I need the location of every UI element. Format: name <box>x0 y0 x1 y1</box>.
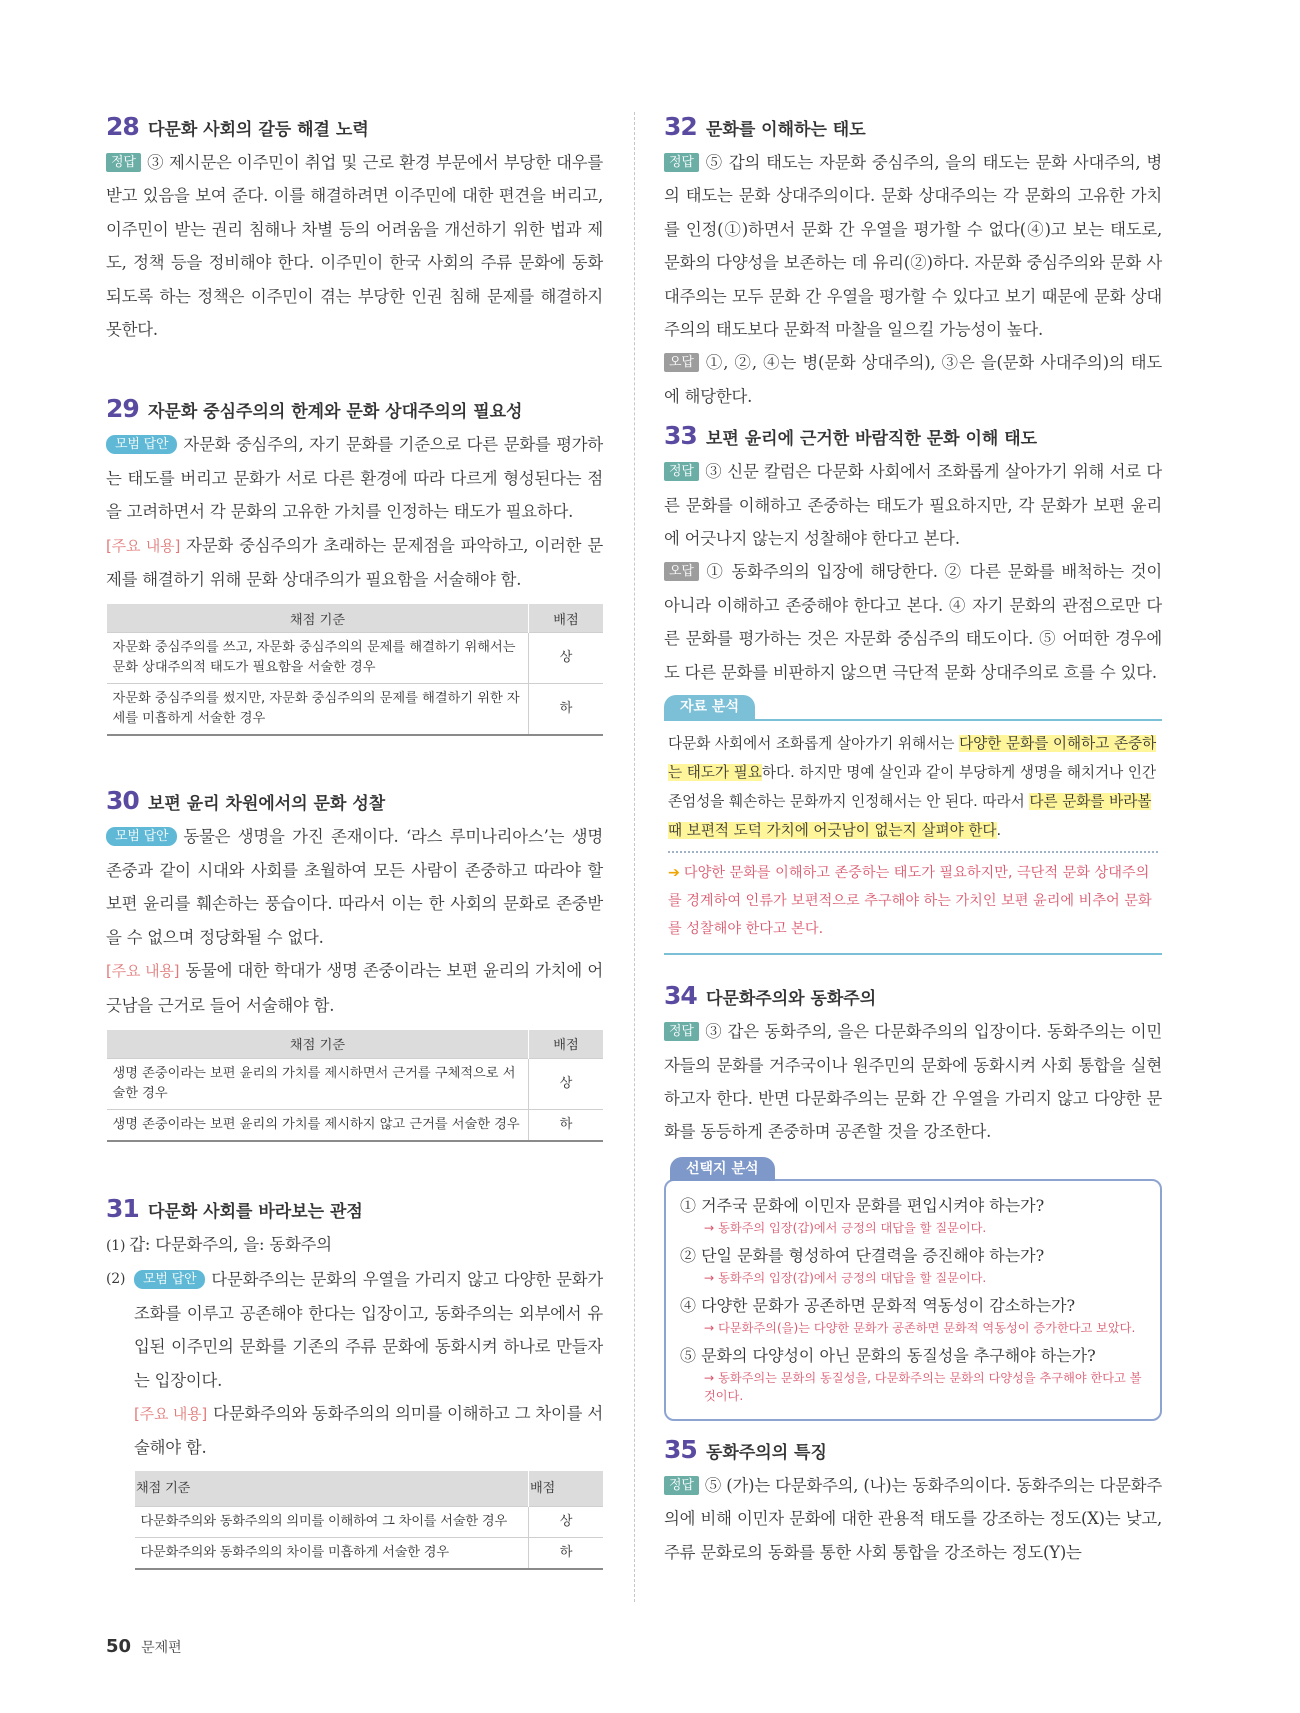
answer-tag: 정답 <box>664 1022 699 1041</box>
table-row <box>135 1538 604 1570</box>
question-number: 28 <box>106 112 139 141</box>
key-content-label: [주요 내용] <box>106 962 180 981</box>
question-title: 동화주의의 특징 <box>706 1442 827 1463</box>
highlight: 다른 문화를 바라볼 때 보편적 도덕 가치에 어긋남이 없는지 살펴야 한다 <box>668 793 1152 840</box>
question-29 <box>106 394 603 736</box>
criteria-cell: 생명 존중이라는 보편 윤리의 가치를 제시하면서 근거를 구체적으로 서술한 경우 <box>107 1058 529 1109</box>
question-number: 32 <box>664 112 697 141</box>
choice-note: → 동화주의 입장(갑)에서 긍정의 대답을 할 질문이다. <box>704 1220 987 1235</box>
data-analysis-box <box>664 695 1162 955</box>
choice-note: → 동화주의 입장(갑)에서 긍정의 대답을 할 질문이다. <box>704 1270 987 1285</box>
answer-tag: 정답 <box>664 1476 699 1495</box>
choice-note: → 동화주의는 문화의 동질성을, 다문화주의는 문화의 다양성을 추구해야 한다고 볼 것이다. <box>704 1370 1142 1403</box>
points-header: 배점 <box>529 1030 604 1059</box>
box-conclusion: ➔ 다양한 문화를 이해하고 존중하는 태도가 필요하지만, 극단적 문화 상대주의를 경계하여 인류가 보편적으로 추구해야 하는 가치인 보편 윤리에 비추어 문화를 성찰해야 한다고 본다. <box>668 865 1152 938</box>
key-content-text: 다문화주의와 동화주의의 의미를 이해하고 그 차이를 서술해야 함. <box>134 1403 603 1458</box>
section-label: 문제편 <box>141 1640 182 1656</box>
criteria-header: 채점 기준 <box>107 1030 529 1059</box>
criteria-cell: 생명 존중이라는 보편 윤리의 가치를 제시하지 않고 근거를 서술한 경우 <box>107 1109 529 1141</box>
right-column <box>664 112 1162 1569</box>
model-answer-tag: 모범 답안 <box>106 435 177 454</box>
answer-tag: 정답 <box>664 153 699 172</box>
box-text: 다문화 사회에서 조화롭게 살아가기 위해서는 다양한 문화를 이해하고 존중하는 태도가 필요하다. 하지만 명예 살인과 같이 부당하게 생명을 해치거나 인간 존엄성을 훼손하는 문화까지 인정해서는 안 된다. 따라서 다른 문화를 바라볼 때 보편적 도덕 가치에 어긋남이 없는지 살펴야 한다. <box>668 735 1157 840</box>
choice-item: ④ 다양한 문화가 공존하면 문화적 역동성이 감소하는가? <box>680 1295 1076 1315</box>
choice-analysis-box <box>664 1157 1162 1421</box>
scoring-table <box>134 1471 603 1570</box>
column-divider <box>634 112 635 1602</box>
wrong-answer-tag: 오답 <box>664 353 699 372</box>
answer-tag: 정답 <box>664 462 699 481</box>
key-content-text: 자문화 중심주의가 초래하는 문제점을 파악하고, 이러한 문제를 해결하기 위해 문화 상대주의가 필요함을 서술해야 함. <box>106 535 603 590</box>
key-content-label: [주요 내용] <box>134 1404 208 1423</box>
key-content-label: [주요 내용] <box>106 536 181 555</box>
choice-item: ② 단일 문화를 형성하여 단결력을 증진해야 하는가? <box>680 1245 1045 1265</box>
points-cell: 하 <box>529 684 604 736</box>
key-content-text: 동물에 대한 학대가 생명 존중이라는 보편 윤리의 가치에 어긋남을 근거로 들어 서술해야 함. <box>106 961 603 1015</box>
question-title: 보편 윤리에 근거한 바람직한 문화 이해 태도 <box>706 429 1038 450</box>
wrong-answer-text: ① 동화주의의 입장에 해당한다. ② 다른 문화를 배척하는 것이 아니라 이해하고 존중해야 한다고 본다. ④ 자기 문화의 관점으로만 다른 문화를 평가하는 것은 자문화 중심주의 태도이다. ⑤ 어떠한 경우에도 다른 문화를 비판하지 않으면 극단적 문화 상대주의로 흐를 수 있다. <box>664 562 1162 682</box>
question-title: 문화를 이해하는 태도 <box>706 120 866 140</box>
left-column <box>106 112 603 1570</box>
table-row <box>107 633 604 684</box>
wrong-answer-text: ①, ②, ④는 병(문화 상대주의), ③은 을(문화 사대주의)의 태도에 해당한다. <box>664 353 1162 406</box>
wrong-answer-tag: 오답 <box>664 562 699 581</box>
question-31 <box>106 1194 603 1570</box>
criteria-cell: 자문화 중심주의를 쓰고, 자문화 중심주의의 문제를 해결하기 위해서는 문화 상대주의적 태도가 필요함을 서술한 경우 <box>107 633 529 684</box>
table-row <box>107 1058 604 1109</box>
criteria-cell: 다문화주의와 동화주의의 차이를 미흡하게 서술한 경우 <box>135 1538 529 1570</box>
question-number: 35 <box>664 1434 697 1464</box>
sub-answer-1: 갑: 다문화주의, 을: 동화주의 <box>129 1234 332 1254</box>
model-answer-tag: 모범 답안 <box>134 1270 205 1289</box>
points-cell: 상 <box>529 1058 604 1109</box>
sub-answer-2 <box>106 1263 603 1570</box>
box-title: 선택지 분석 <box>670 1157 775 1181</box>
question-title: 보편 윤리 차원에서의 문화 성찰 <box>148 794 386 815</box>
model-answer-text: 동물은 생명을 가진 존재이다. ‘라스 루미나리아스’는 생명 존중과 같이 시대와 사회를 초월하여 모든 사람이 존중하고 따라야 할 보편 윤리를 훼손하는 풍습이다. 따라서 이는 한 사회의 문화로 존중받을 수 없으며 정당화될 수 없다. <box>106 827 603 947</box>
page-number: 50 <box>106 1636 132 1657</box>
model-answer-tag: 모범 답안 <box>106 827 177 846</box>
table-row <box>107 684 604 736</box>
choice-note: → 다문화주의(을)는 다양한 문화가 공존하면 문화적 역동성이 증가한다고 보았다. <box>704 1320 1136 1335</box>
points-cell: 하 <box>529 1109 604 1141</box>
highlight: 다양한 문화를 이해하고 존중하는 태도가 필요 <box>668 735 1157 782</box>
question-title: 다문화 사회의 갈등 해결 노력 <box>148 120 369 140</box>
question-number: 31 <box>106 1193 139 1223</box>
question-35 <box>664 1435 1162 1569</box>
sub-number: (2) <box>106 1271 126 1288</box>
answer-tag: 정답 <box>106 153 141 172</box>
question-30 <box>106 786 603 1141</box>
table-row <box>107 1109 604 1141</box>
points-header: 배점 <box>529 604 604 633</box>
arrow-icon: ➔ <box>668 865 680 882</box>
page-footer <box>106 1636 182 1657</box>
points-header: 배점 <box>529 1471 604 1507</box>
question-number: 30 <box>106 786 139 816</box>
dotted-divider <box>668 851 1158 853</box>
sub-number: (1) <box>106 1237 126 1254</box>
choice-item: ① 거주국 문화에 이민자 문화를 편입시켜야 하는가? <box>680 1195 1045 1215</box>
question-title: 다문화주의와 동화주의 <box>706 989 877 1010</box>
explanation-text: ⑤ 갑의 태도는 자문화 중심주의, 을의 태도는 문화 사대주의, 병의 태도는 문화 상대주의이다. 문화 상대주의는 각 문화의 고유한 가치를 인정(①)하면서 문화 간 우열을 평가할 수 없다(④)고 보는 태도로, 문화의 다양성을 보존하는 데 유리(②)하다. 자문화 중심주의와 문화 사대주의는 모두 문화 간 우열을 평가할 수 있다고 보기 때문에 문화 상대주의의 태도보다 문화적 마찰을 일으킬 가능성이 높다. <box>664 153 1162 340</box>
explanation-text: ③ 신문 칼럼은 다문화 사회에서 조화롭게 살아가기 위해 서로 다른 문화를 이해하고 존중하는 태도가 필요하지만, 각 문화가 보편 윤리에 어긋나지 않는지 성찰해야 한다고 본다. <box>664 462 1162 549</box>
model-answer-text: 자문화 중심주의, 자기 문화를 기준으로 다른 문화를 평가하는 태도를 버리고 문화가 서로 다른 환경에 따라 다르게 형성된다는 점을 고려하면서 각 문화의 고유한 가치를 인정하는 태도가 필요하다. <box>106 435 603 522</box>
scoring-table <box>106 604 603 736</box>
model-answer-text: 다문화주의는 문화의 우열을 가리지 않고 다양한 문화가 조화를 이루고 공존해야 한다는 입장이고, 동화주의는 외부에서 유입된 이주민의 문화를 기존의 주류 문화에 동화시켜 하나로 만들자는 입장이다. <box>134 1270 603 1390</box>
table-row <box>135 1507 604 1538</box>
points-cell: 상 <box>529 1507 604 1538</box>
explanation-text: ③ 갑은 동화주의, 을은 다문화주의의 입장이다. 동화주의는 이민자들의 문화를 거주국이나 원주민의 문화에 동화시켜 사회 통합을 실현하고자 한다. 반면 다문화주의는 문화 간 우열을 가리지 않고 다양한 문화를 동등하게 존중하며 공존할 것을 강조한다. <box>664 1022 1162 1142</box>
criteria-cell: 다문화주의와 동화주의의 의미를 이해하여 그 차이를 서술한 경우 <box>135 1507 529 1538</box>
choice-item: ⑤ 문화의 다양성이 아닌 문화의 동질성을 추구해야 하는가? <box>680 1345 1096 1365</box>
question-number: 34 <box>664 981 697 1011</box>
question-number: 33 <box>664 421 697 451</box>
scoring-table <box>106 1030 603 1142</box>
box-title: 자료 분석 <box>664 695 755 719</box>
explanation-text: ⑤ (가)는 다문화주의, (나)는 동화주의이다. 동화주의는 다문화주의에 비해 이민자 문화에 대한 관용적 태도를 강조하는 정도(X)는 낮고, 주류 문화로의 동화를 통한 사회 통합을 강조하는 정도(Y)는 <box>664 1475 1162 1562</box>
question-28 <box>106 112 603 346</box>
question-32 <box>664 112 1162 413</box>
question-33 <box>664 421 1162 955</box>
criteria-cell: 자문화 중심주의를 썼지만, 자문화 중심주의의 문제를 해결하기 위한 자세를 미흡하게 서술한 경우 <box>107 684 529 736</box>
criteria-header: 채점 기준 <box>107 604 529 633</box>
points-cell: 상 <box>529 633 604 684</box>
question-title: 다문화 사회를 바라보는 관점 <box>148 1201 363 1222</box>
explanation-text: ③ 제시문은 이주민이 취업 및 근로 환경 부문에서 부당한 대우를 받고 있음을 보여 준다. 이를 해결하려면 이주민에 대한 편견을 버리고, 이주민이 받는 권리 침해나 차별 등의 어려움을 개선하기 위한 법과 제도, 정책 등을 정비해야 한다. 이주민이 한국 사회의 주류 문화에 동화되도록 하는 정책은 이주민이 겪는 부당한 인권 침해 문제를 해결하지 못한다. <box>106 153 603 340</box>
question-title: 자문화 중심주의의 한계와 문화 상대주의의 필요성 <box>148 402 523 423</box>
points-cell: 하 <box>529 1538 604 1570</box>
criteria-header: 채점 기준 <box>135 1471 529 1507</box>
question-34 <box>664 981 1162 1421</box>
question-number: 29 <box>106 394 139 424</box>
